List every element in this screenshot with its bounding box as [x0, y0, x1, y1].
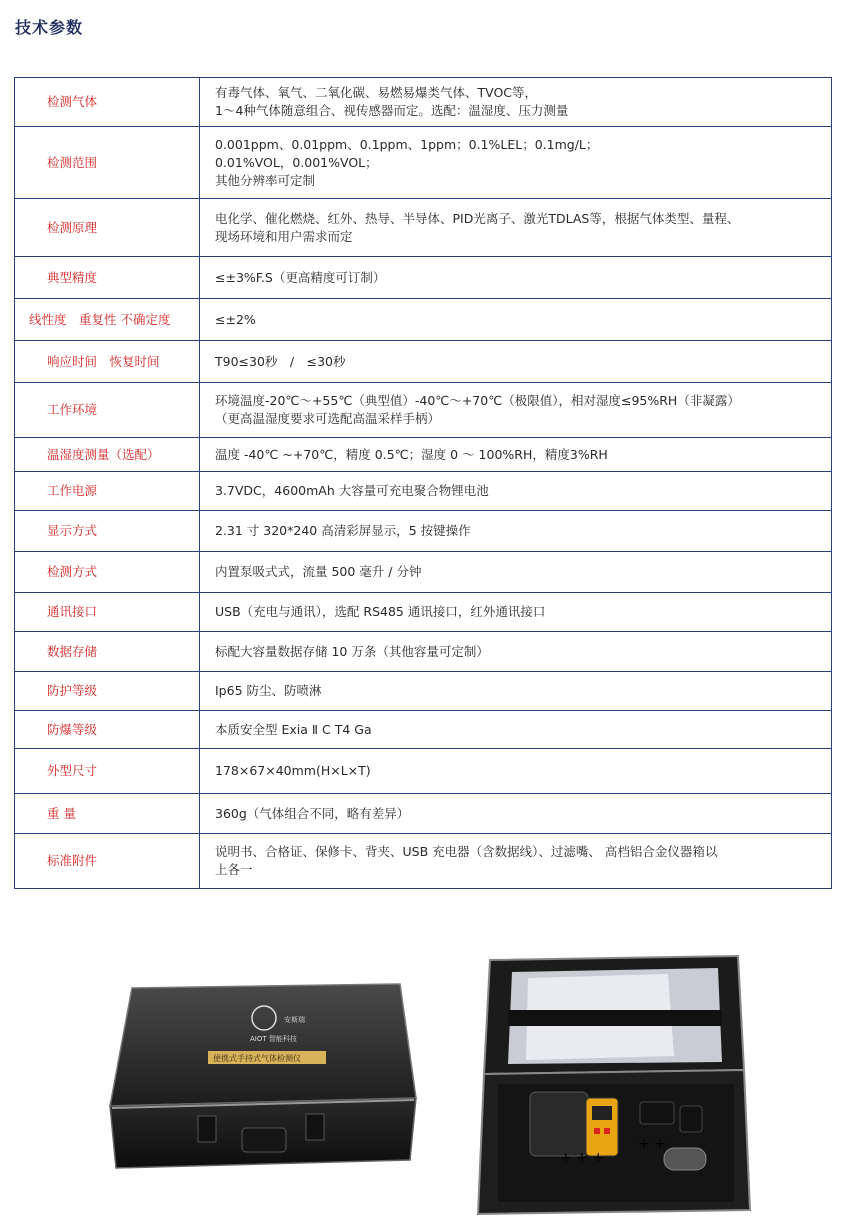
row-value: 环境温度-20℃～+55℃（典型值）-40℃～+70℃（极限值），相对湿度≤95%RH（非凝露） （更高温湿度要求可选配高温采样手柄） [200, 383, 832, 438]
table-row [15, 199, 832, 257]
table-row [15, 711, 832, 749]
row-value: 0.001ppm、0.01ppm、0.1ppm、1ppm；0.1%LEL；0.1mg/L； 0.01%VOL，0.001%VOL； 其他分辨率可定制 [200, 127, 832, 199]
table-row [15, 127, 832, 199]
row-value: T90≤30秒 / ≤30秒 [200, 341, 832, 383]
row-value: 3.7VDC，4600mAh 大容量可充电聚合物锂电池 [200, 472, 832, 511]
row-value: 本质安全型 Exia Ⅱ C T4 Ga [200, 711, 832, 749]
row-value: 电化学、催化燃烧、红外、热导、半导体、PID光离子、激光TDLAS等，根据气体类型、量程、 现场环境和用户需求而定 [200, 199, 832, 257]
row-value: ≤±3%F.S（更高精度可订制） [200, 257, 832, 299]
row-value: 2.31 寸 320*240 高清彩屏显示，5 按键操作 [200, 511, 832, 552]
row-key: 检测范围 [15, 127, 200, 199]
table-row [15, 78, 832, 127]
table-row [15, 834, 832, 889]
row-key: 外型尺寸 [15, 749, 200, 794]
row-key: 标准附件 [15, 834, 200, 889]
svg-text:+ +: + + [638, 1136, 666, 1152]
table-row [15, 299, 832, 341]
svg-text:+ + +: + + + [560, 1150, 605, 1166]
row-key: 防护等级 [15, 672, 200, 711]
row-value: 360g（气体组合不同，略有差异） [200, 794, 832, 834]
case-product-label: 便携式手持式气体检测仪 [213, 1054, 301, 1063]
row-key: 工作电源 [15, 472, 200, 511]
table-row [15, 672, 832, 711]
table-row [15, 552, 832, 593]
open-case-image [468, 952, 758, 1217]
row-key: 工作环境 [15, 383, 200, 438]
row-value: 温度 -40℃ ~+70℃，精度 0.5℃；湿度 0 ～ 100%RH，精度3%RH [200, 438, 832, 472]
row-value: 内置泵吸式式，流量 500 毫升 / 分钟 [200, 552, 832, 593]
product-photos [0, 930, 850, 1222]
row-value: 有毒气体、氧气、二氧化碳、易燃易爆类气体、TVOC等， 1～4种气体随意组合、视传感器而定。选配：温湿度、压力测量 [200, 78, 832, 127]
table-row [15, 794, 832, 834]
row-key: 检测原理 [15, 199, 200, 257]
row-value: 178×67×40mm(H×L×T) [200, 749, 832, 794]
row-value: Ip65 防尘、防喷淋 [200, 672, 832, 711]
table-row [15, 632, 832, 672]
row-key: 数据存储 [15, 632, 200, 672]
row-value: USB（充电与通讯），选配 RS485 通讯接口，红外通讯接口 [200, 593, 832, 632]
spec-table [14, 77, 832, 889]
table-row [15, 438, 832, 472]
row-key: 检测方式 [15, 552, 200, 593]
table-row [15, 257, 832, 299]
row-value: 说明书、合格证、保修卡、背夹、USB 充电器（含数据线）、过滤嘴、 高档铝合金仪器箱以 上各一 [200, 834, 832, 889]
row-key: 检测气体 [15, 78, 200, 127]
row-key: 响应时间 恢复时间 [15, 341, 200, 383]
case-logo-text: 安斯瑞 [284, 1016, 305, 1024]
row-key: 显示方式 [15, 511, 200, 552]
row-key: 线性度 重复性 不确定度 [15, 299, 200, 341]
table-row [15, 749, 832, 794]
table-row [15, 383, 832, 438]
section-title: 技术参数 [15, 18, 84, 37]
row-key: 温湿度测量（选配） [15, 438, 200, 472]
table-row [15, 511, 832, 552]
table-row [15, 593, 832, 632]
table-row [15, 472, 832, 511]
closed-case-image [104, 978, 424, 1183]
case-brand-text: AIOT 智能科技 [250, 1035, 297, 1043]
row-value: 标配大容量数据存储 10 万条（其他容量可定制） [200, 632, 832, 672]
row-key: 典型精度 [15, 257, 200, 299]
row-value: ≤±2% [200, 299, 832, 341]
row-key: 通讯接口 [15, 593, 200, 632]
table-row [15, 341, 832, 383]
row-key: 重 量 [15, 794, 200, 834]
row-key: 防爆等级 [15, 711, 200, 749]
